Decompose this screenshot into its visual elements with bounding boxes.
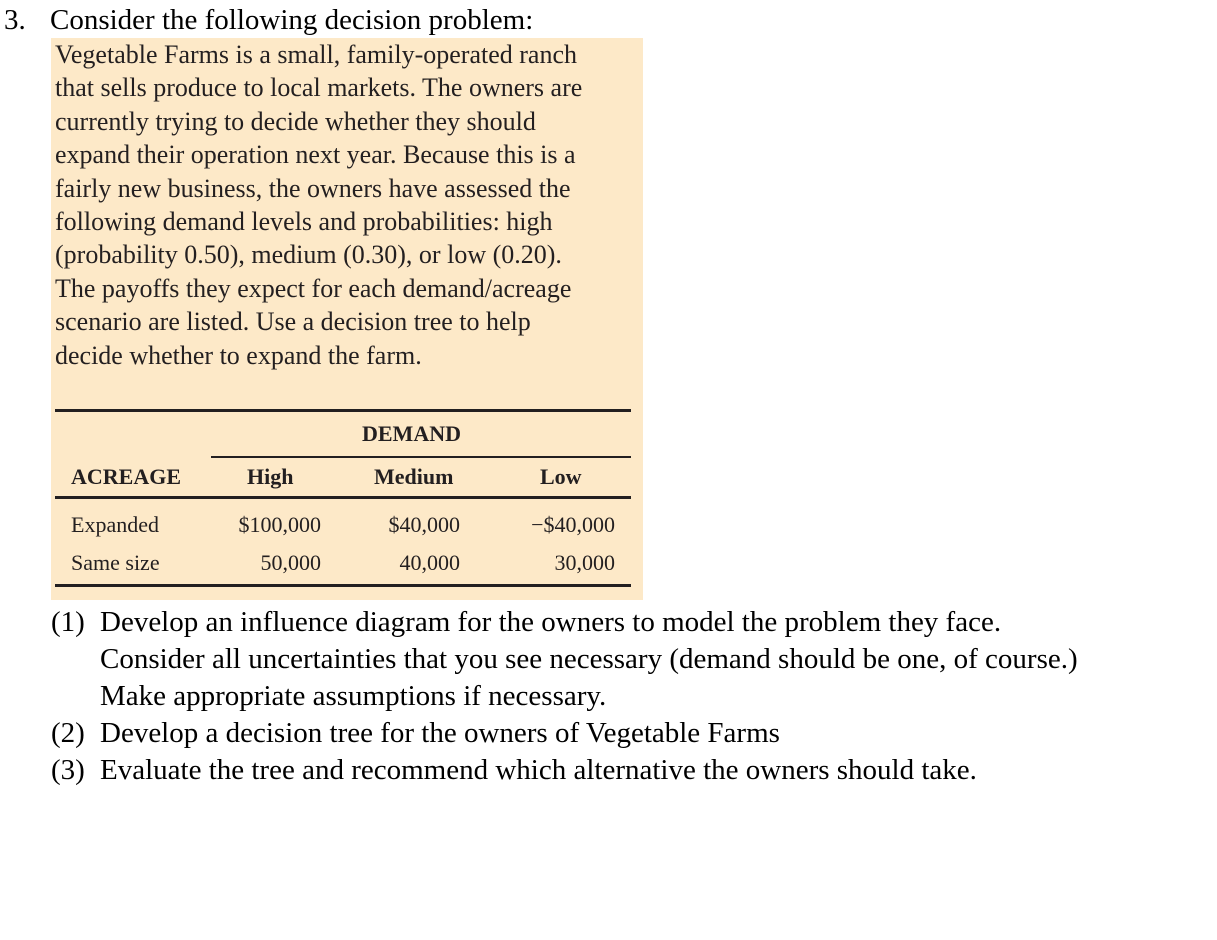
case-line: scenario are listed. Use a decision tree to help [55,307,531,337]
task-item [51,752,1211,789]
column-header-low: Low [540,464,582,489]
task-line: Consider all uncertainties that you see necessary (demand should be one, of course.) [100,643,1078,675]
case-line: expand their operation next year. Because this is a [55,140,576,170]
demand-group-header: DEMAND [362,421,461,446]
task-line: Evaluate the tree and recommend which alternative the owners should take. [100,754,977,786]
question-heading [4,2,533,38]
table-top-rule [55,409,631,412]
table-header-rule [55,496,631,499]
task-number: (2) [51,717,85,749]
task-item [51,604,1211,715]
table-bottom-rule [55,584,631,587]
case-line: (probability 0.50), medium (0.30), or low (0.20). [55,240,562,270]
cell-same-high: 50,000 [260,550,321,575]
case-line: following demand levels and probabilities: high [55,207,553,237]
case-paragraph [55,38,635,372]
cell-same-medium: 40,000 [399,550,460,575]
case-line: currently trying to decide whether they should [55,106,536,136]
task-line: Develop a decision tree for the owners of Vegetable Farms [100,717,780,749]
task-number: (1) [51,606,85,638]
case-line: Vegetable Farms is a small, family-operated ranch [55,40,577,69]
task-number: (3) [51,754,85,786]
column-header-high: High [247,464,294,489]
table-group-rule [211,456,631,458]
cell-same-low: 30,000 [554,550,615,575]
task-line: Develop an influence diagram for the owners to model the problem they face. [100,606,1002,638]
row-label-expanded: Expanded [71,512,159,537]
cell-expanded-medium: $40,000 [388,512,460,537]
task-line: Make appropriate assumptions if necessary. [100,680,607,712]
case-line: that sells produce to local markets. The owners are [55,73,583,103]
column-header-medium: Medium [374,464,454,489]
task-item [51,715,1211,752]
case-line: The payoffs they expect for each demand/acreage [55,273,572,303]
cell-expanded-low: −$40,000 [531,512,615,537]
case-line: decide whether to expand the farm. [55,340,422,370]
row-label-same-size: Same size [71,550,160,575]
task-list [51,604,1211,789]
case-line: fairly new business, the owners have assessed the [55,173,571,203]
acreage-header: ACREAGE [71,464,182,489]
case-card [51,38,643,600]
cell-expanded-high: $100,000 [238,512,321,537]
question-number: 3. [4,4,26,36]
question-text: Consider the following decision problem: [50,4,534,36]
